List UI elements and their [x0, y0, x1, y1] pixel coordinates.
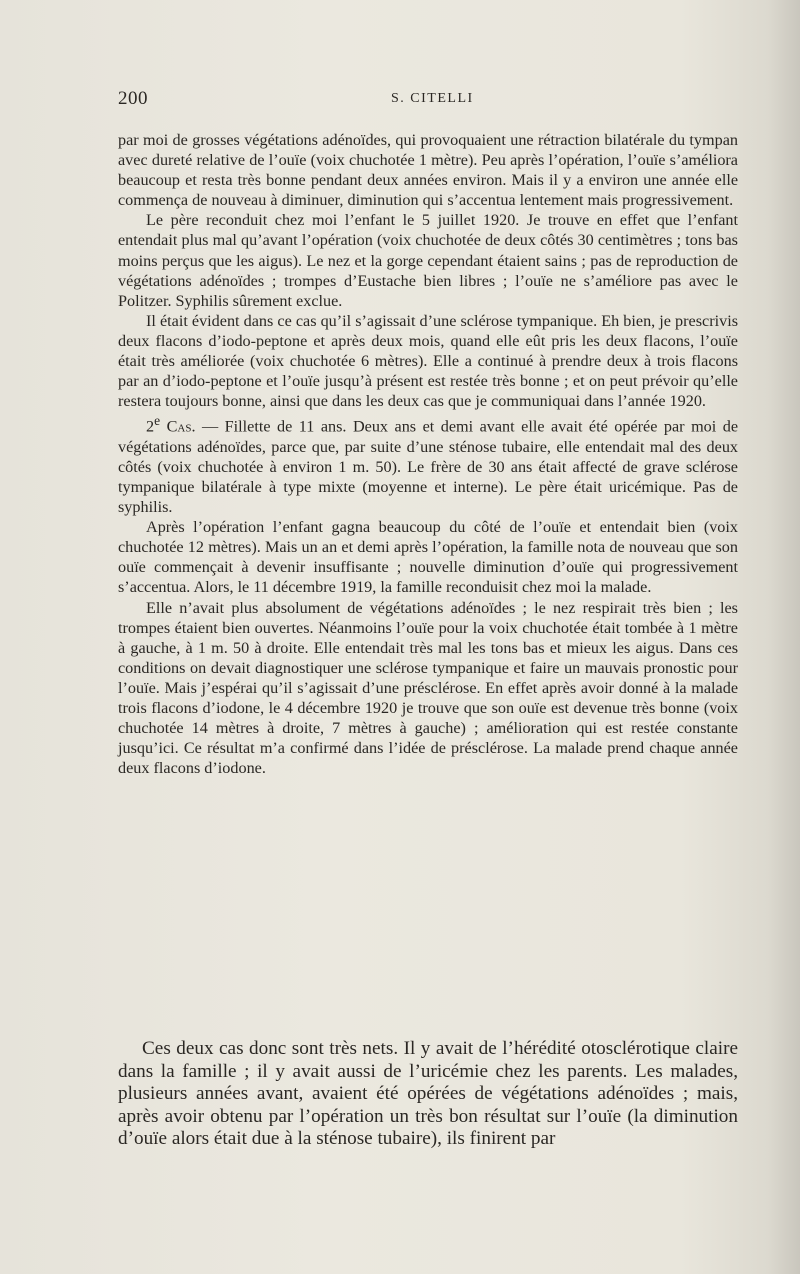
paragraph: par moi de grosses végétations adénoïdes, qui provoquaient une rétraction bilatérale du tympan avec dureté relative de l’ouïe (voix chuchotée 1 mètre). Peu après l’opération, l’ouïe s’améliora beaucoup et resta très bonne pendant deux années environ. Mais il y a environ une année elle commença de nouveau à diminuer, diminution qui s’accentua lentement mais progressivement. — [118, 131, 738, 210]
conclusion-paragraph: Ces deux cas donc sont très nets. Il y avait de l’hérédité otosclérotique claire dans la famille ; il y avait aussi de l’uricémie chez les parents. Les malades, plusieurs années avant, avaient été opérées de végétations adénoïdes ; mais, après avoir obtenu par l’opération un très bon résultat sur l’ouïe (la diminution d’ouïe alors était due à la sténose tubaire), ils finirent par — [118, 1038, 738, 1150]
paragraph: Après l’opération l’enfant gagna beaucoup du côté de l’ouïe et entendait bien (voix chuchotée 12 mètres). Mais un an et demi après l’opération, la famille nota de nouveau que son ouïe commençait à devenir insuffisante ; nouvelle diminution d’ouïe qui progressivement s’accentua. Alors, le 11 décembre 1919, la famille reconduisit chez moi la malade. — [118, 518, 738, 597]
case-paragraph — [118, 411, 738, 517]
case-number-suffix: e — [154, 413, 161, 429]
case-number: 2 — [146, 417, 155, 436]
paragraph: Il était évident dans ce cas qu’il s’agissait d’une sclérose tympanique. Eh bien, je prescrivis deux flacons d’iodo-peptone et après deux mois, quand elle eût pris les deux flacons, l’ouïe était très améliorée (voix chuchotée 6 mètres). Elle a continué à prendre deux à trois flacons par an d’iodo-peptone et l’ouïe jusqu’à présent est restée très bonne ; et on peut prévoir qu’elle restera toujours bonne, ainsi que dans les deux cas que je communiquai dans l’année 1920. — [118, 311, 738, 411]
case-text: — Fillette de 11 ans. Deux ans et demi avant elle avait été opérée par moi de végétations adénoïdes, parce que, par suite d’une sténose tubaire, elle entendait mal des deux côtés (voix chuchotée à environ 1 m. 50). Le frère de 30 ans était affecté de grave sclérose tympanique bilatérale à type mixte (moyenne et interne). Le père était uricémique. Pas de syphilis. — [118, 417, 739, 517]
conclusion-text — [118, 1038, 738, 1151]
page-header — [118, 88, 738, 112]
paragraph: Elle n’avait plus absolument de végétations adénoïdes ; le nez respirait très bien ; les trompes étaient bien ouvertes. Néanmoins l’ouïe pour la voix chuchotée était tombée à 1 mètre à gauche, à 1 m. 50 à droite. Elle entendait très mal les tons bas et mieux les aigus. Dans ces conditions on devait diagnostiquer une sclérose tympanique et faire un mauvais pronostic pour l’ouïe. Mais j’espérai qu’il s’agissait d’une présclérose. En effet après avoir donné à la malade trois flacons d’iodone, le 4 décembre 1920 je trouve que son ouïe est devenue très bonne (voix chuchotée 14 mètres à droite, 7 mètres à gauche) ; amélioration qui est restée constante jusqu’ici. Ce résultat m’a confirmé dans l’idée de présclérose. La malade prend chaque année deux flacons d’iodone. — [118, 598, 738, 778]
page-number: 200 — [118, 88, 148, 109]
case-label: Cas. — [166, 417, 196, 436]
main-text — [118, 130, 738, 778]
running-head: S. CITELLI — [391, 91, 474, 106]
paragraph: Le père reconduit chez moi l’enfant le 5 juillet 1920. Je trouve en effet que l’enfant entendait plus mal qu’avant l’opération (voix chuchotée de deux côtés 30 centimètres ; tons bas moins perçus que les aigus). Le nez et la gorge cependant étaient sains ; pas de reproduction de végétations adénoïdes ; trompes d’Eustache bien libres ; l’ouïe ne s’améliore pas avec le Politzer. Syphilis sûrement exclue. — [118, 211, 738, 310]
